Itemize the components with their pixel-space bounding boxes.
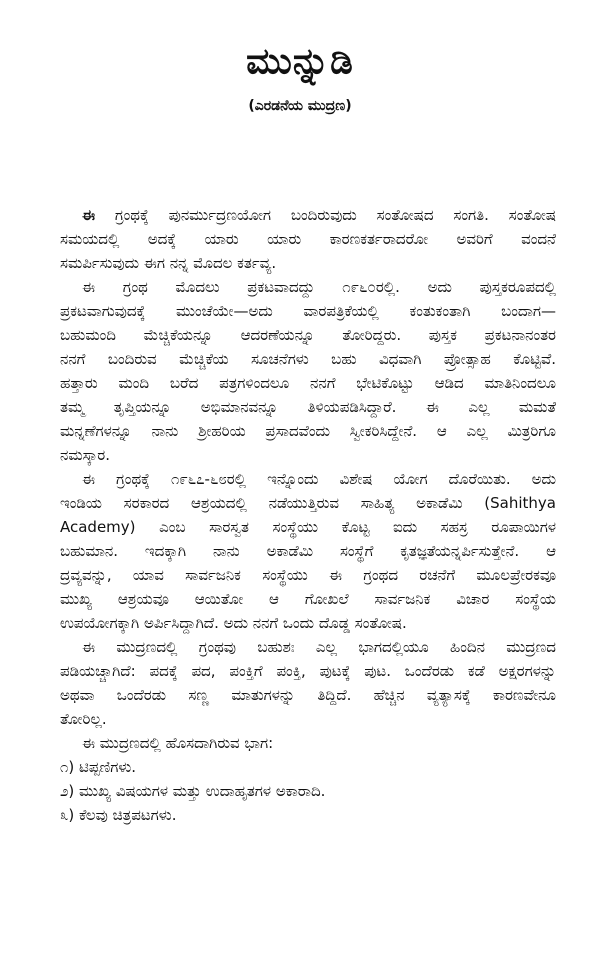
paragraph-1-line-3: ಸಮರ್ಪಿಸುವುದು ಈಗ ನನ್ನ ಮೊದಲ ಕರ್ತವ್ಯ. [60, 254, 277, 272]
body-text [60, 203, 556, 827]
paragraph-3-line-5: ದ್ರವ್ಯವನ್ನು, ಯಾವ ಸಾರ್ವಜನಿಕ ಸಂಸ್ಥೆಯು ಈ ಗ್ರಂಥದ ರಚನೆಗೆ ಮೂಲಪ್ರೇರಕವೂ [60, 566, 556, 584]
paragraph-3-line-1: ಈ ಗ್ರಂಥಕ್ಕೆ ೧೯೬೭-೬೮ರಲ್ಲಿ ಇನ್ನೊಂದು ವಿಶೇಷ ಯೋಗ ದೊರೆಯಿತು. ಅದು [82, 470, 556, 488]
paragraph-1-line-2: ಸಮಯದಲ್ಲಿ ಅದಕ್ಕೆ ಯಾರು ಯಾರು ಕಾರಣಕರ್ತರಾದರೋ ಅವರಿಗೆ ವಂದನೆ [60, 230, 556, 248]
list-item-1: ೧) ಟಿಪ್ಪಣಿಗಳು. [60, 758, 137, 776]
paragraph-1-text: ಗ್ರಂಥಕ್ಕೆ ಪುನರ್ಮುದ್ರಣಯೋಗ ಬಂದಿರುವುದು ಸಂತೋಷದ ಸಂಗತಿ. ಸಂತೋಷ [95, 206, 556, 224]
page-subtitle: (ಎರಡನೆಯ ಮುದ್ರಣ) [248, 98, 352, 114]
paragraph-4-line-4: ತೋರಿಲ್ಲ. [60, 710, 107, 728]
list-item-2: ೨) ಮುಖ್ಯ ವಿಷಯಗಳ ಮತ್ತು ಉದಾಹೃತಗಳ ಅಕಾರಾದಿ. [60, 782, 326, 800]
paragraph-3-line-7: ಉಪಯೋಗಕ್ಕಾಗಿ ಅರ್ಪಿಸಿದ್ದಾಗಿದೆ. ಅದು ನನಗೆ ಒಂದು ದೊಡ್ಡ ಸಂತೋಷ. [60, 614, 407, 632]
paragraph-2-line-3: ಬಹುಮಂದಿ ಮೆಚ್ಚಿಕೆಯನ್ನೂ ಆದರಣೆಯನ್ನೂ ತೋರಿದ್ದರು. ಪುಸ್ತಕ ಪ್ರಕಟನಾನಂತರ [60, 326, 556, 344]
paragraph-2-line-7: ಮನ್ನಣೆಗಳನ್ನೂ ನಾನು ಶ್ರೀಹರಿಯ ಪ್ರಸಾದವೆಂದು ಸ್ವೀಕರಿಸಿದ್ದೇನೆ. ಆ ಎಲ್ಲ ಮಿತ್ರರಿಗೂ [60, 422, 556, 440]
paragraph-5-line-1: ಈ ಮುದ್ರಣದಲ್ಲಿ ಹೊಸದಾಗಿರುವ ಭಾಗ: [82, 734, 274, 752]
paragraph-3-line-3: Academy) ಎಂಬ ಸಾರಸ್ವತ ಸಂಸ್ಥೆಯು ಕೊಟ್ಟ ಐದು ಸಹಸ್ರ ರೂಪಾಯಿಗಳ [60, 518, 556, 536]
page-title: ಮುನ್ನುಡಿ [246, 41, 354, 82]
paragraph-1-lead: ಈ [82, 206, 96, 224]
list-item-3: ೩) ಕೆಲವು ಚಿತ್ರಪಟಗಳು. [60, 806, 177, 824]
paragraph-3-line-4: ಬಹುಮಾನ. ಇದಕ್ಕಾಗಿ ನಾನು ಅಕಾಡೆಮಿ ಸಂಸ್ಥೆಗೆ ಕೃತಜ್ಞತೆಯನ್ನರ್ಪಿಸುತ್ತೇನೆ. ಆ [60, 542, 556, 560]
paragraph-2-line-2: ಪ್ರಕಟವಾಗುವುದಕ್ಕೆ ಮುಂಚೆಯೇ—ಅದು ವಾರಪತ್ರಿಕೆಯಲ್ಲಿ ಕಂತುಕಂತಾಗಿ ಬಂದಾಗ— [60, 302, 556, 320]
paragraph-4-line-2: ಪಡಿಯಚ್ಚಾಗಿದೆ: ಪದಕ್ಕೆ ಪದ, ಪಂಕ್ತಿಗೆ ಪಂಕ್ತಿ, ಪುಟಕ್ಕೆ ಪುಟ. ಒಂದೆರಡು ಕಡೆ ಅಕ್ಷರಗಳನ್ನು [60, 662, 556, 680]
paragraph-2-line-8: ನಮಸ್ಕಾರ. [60, 446, 110, 464]
paragraph-2-line-1: ಈ ಗ್ರಂಥ ಮೊದಲು ಪ್ರಕಟವಾದದ್ದು ೧೯೬೦ರಲ್ಲಿ. ಅದು ಪುಸ್ತಕರೂಪದಲ್ಲಿ [82, 278, 556, 296]
paragraph-2-line-4: ನನಗೆ ಬಂದಿರುವ ಮೆಚ್ಚಿಕೆಯ ಸೂಚನೆಗಳು ಬಹು ವಿಧವಾಗಿ ಪ್ರೋತ್ಸಾಹ ಕೊಟ್ಟಿವೆ. [60, 350, 556, 368]
paragraph-1-line-1 [60, 203, 556, 227]
paragraph-3-line-2: ಇಂಡಿಯ ಸರಕಾರದ ಆಶ್ರಯದಲ್ಲಿ ನಡೆಯುತ್ತಿರುವ ಸಾಹಿತ್ಯ ಅಕಾಡೆಮಿ (Sahithya [60, 494, 556, 512]
paragraph-2-line-5: ಹತ್ತಾರು ಮಂದಿ ಬರೆದ ಪತ್ರಗಳಿಂದಲೂ ನನಗೆ ಭೇಟಿಕೊಟ್ಟು ಆಡಿದ ಮಾತಿನಿಂದಲೂ [60, 374, 556, 392]
paragraph-4-line-1: ಈ ಮುದ್ರಣದಲ್ಲಿ ಗ್ರಂಥವು ಬಹುಶಃ ಎಲ್ಲ ಭಾಗದಲ್ಲಿಯೂ ಹಿಂದಿನ ಮುದ್ರಣದ [82, 638, 556, 656]
paragraph-3-line-6: ಮುಖ್ಯ ಆಶ್ರಯವೂ ಆಯಿತೋ ಆ ಗೋಖಲೆ ಸಾರ್ವಜನಿಕ ವಿಚಾರ ಸಂಸ್ಥೆಯ [60, 590, 556, 608]
paragraph-2-line-6: ತಮ್ಮ ತೃಪ್ತಿಯನ್ನೂ ಅಭಿಮಾನವನ್ನೂ ತಿಳಿಯಪಡಿಸಿದ್ದಾರೆ. ಈ ಎಲ್ಲ ಮಮತೆ [60, 398, 556, 416]
paragraph-4-line-3: ಅಥವಾ ಒಂದೆರಡು ಸಣ್ಣ ಮಾತುಗಳನ್ನು ತಿದ್ದಿದೆ. ಹೆಚ್ಚಿನ ವ್ಯತ್ಯಾಸಕ್ಕೆ ಕಾರಣವೇನೂ [60, 686, 556, 704]
